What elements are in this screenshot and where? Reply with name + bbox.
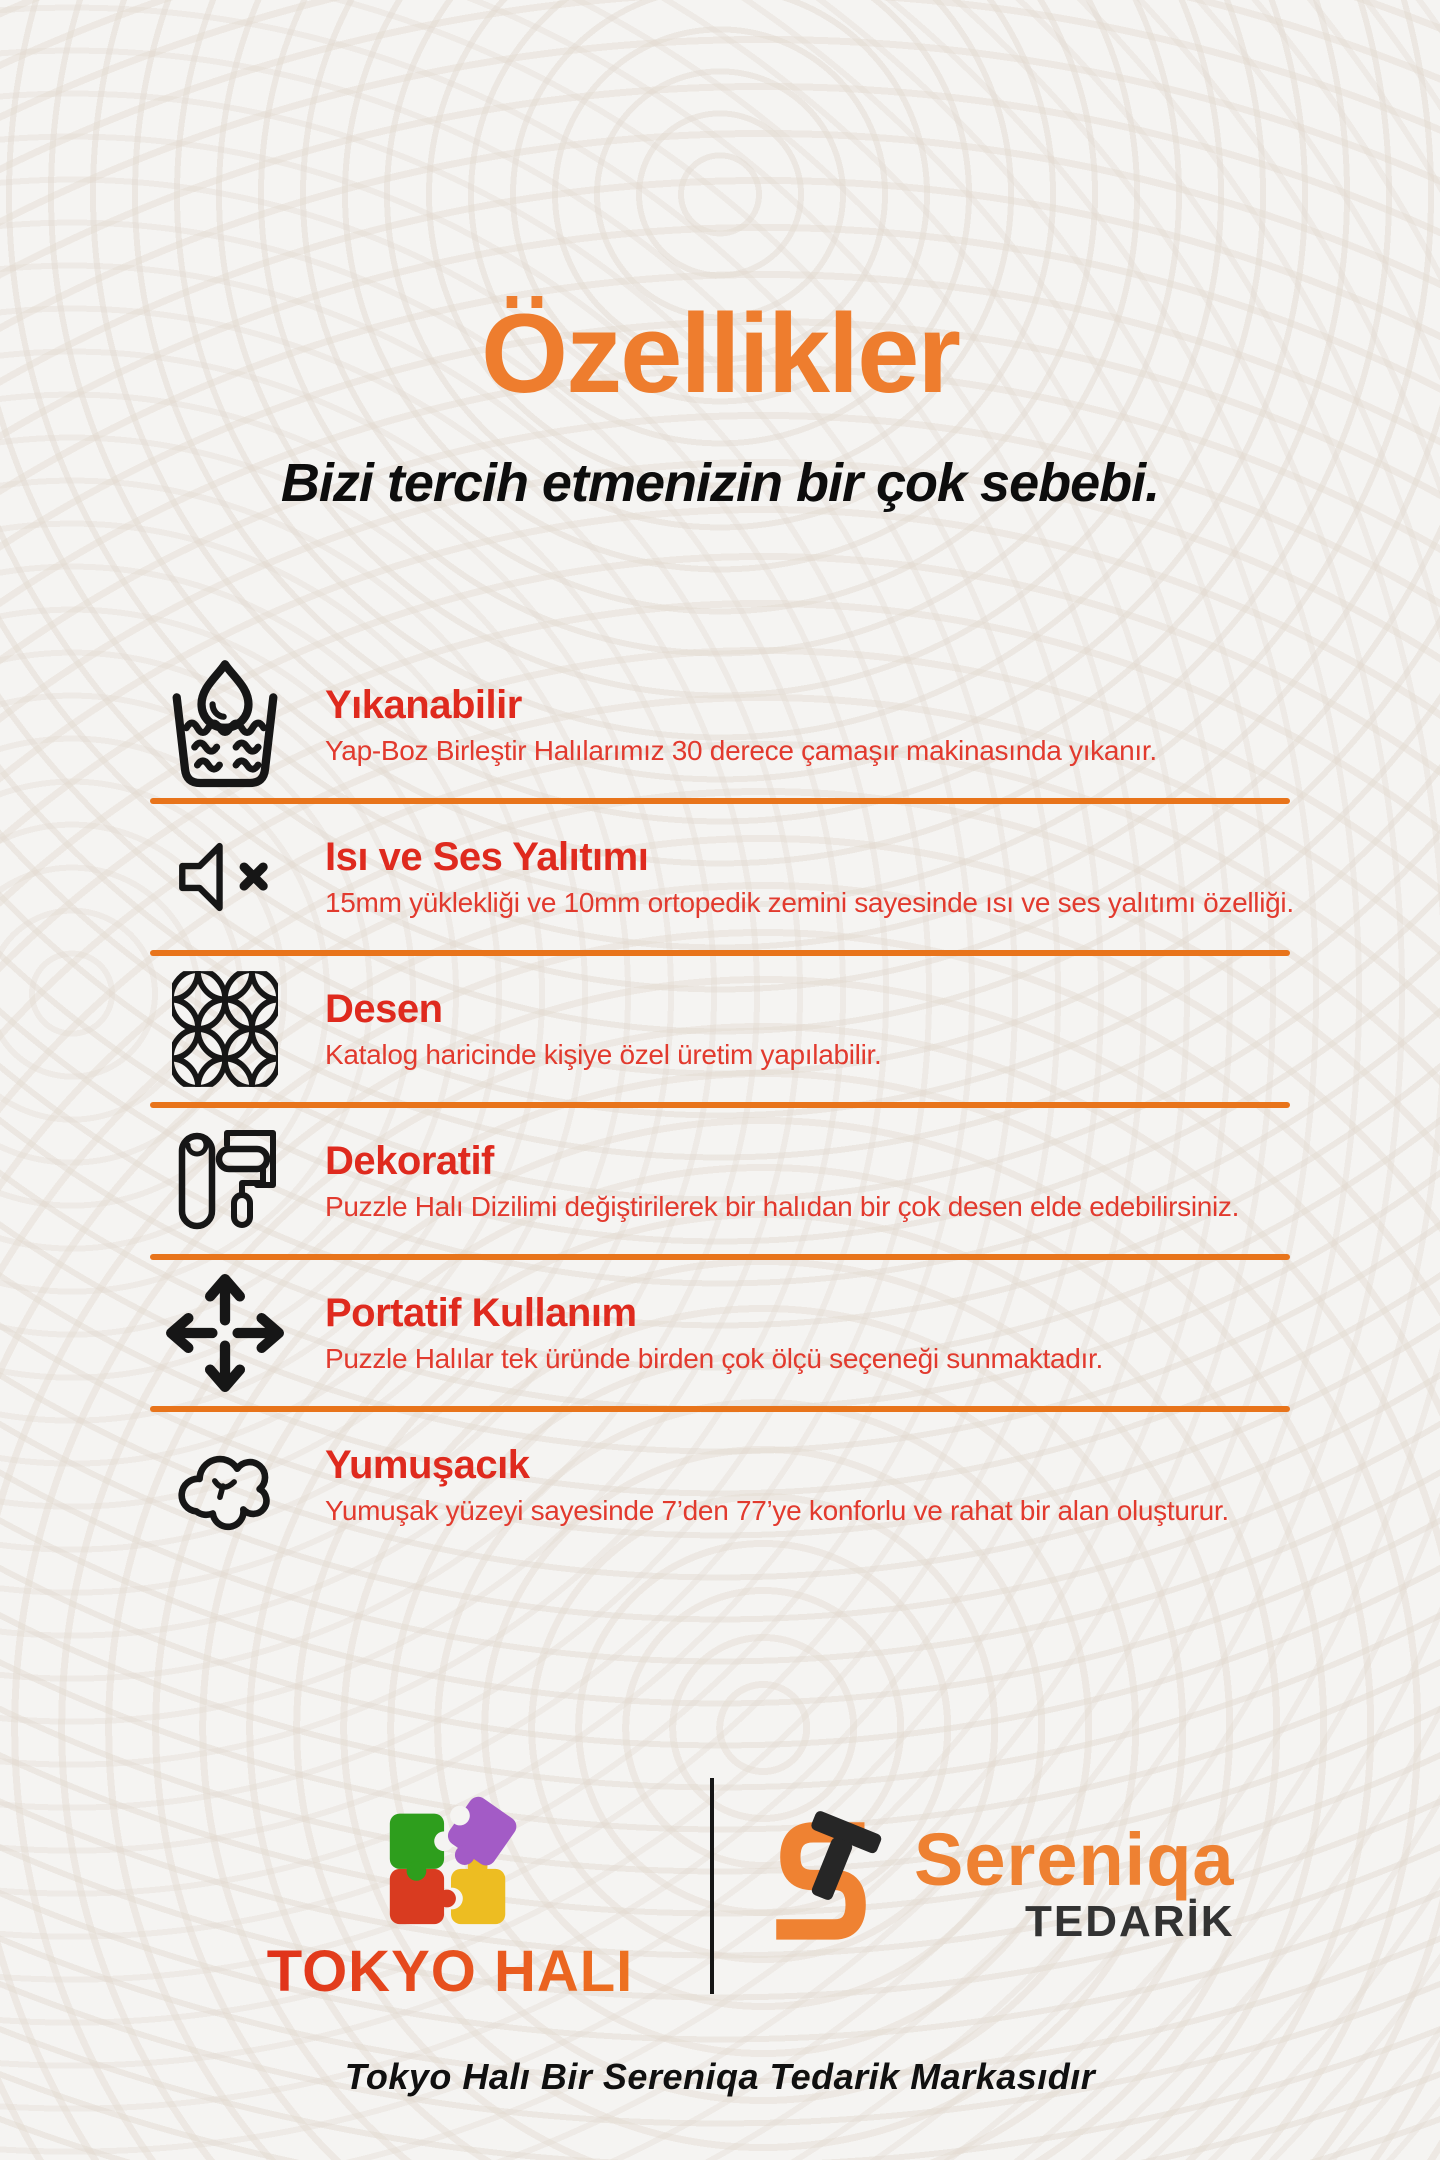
feature-title: Portatif Kullanım (325, 1291, 637, 1335)
tokyo-hali-wordmark: TOKYO HALI (190, 1938, 710, 2005)
feature-title: Isı ve Ses Yalıtımı (325, 835, 649, 879)
sereniqa-wordmark: Sereniqa (914, 1818, 1235, 1902)
move-arrows-icon (150, 1270, 300, 1396)
mute-speaker-icon (150, 841, 300, 913)
feature-description: Yap-Boz Birleştir Halılarımız 30 derece çamaşır makinasında yıkanır. (325, 735, 1157, 766)
feature-title: Yıkanabilir (325, 683, 522, 727)
page-subtitle: Bizi tercih etmenizin bir çok sebebi. (280, 453, 1160, 513)
tokyo-hali-brand (190, 1788, 710, 2005)
circle-pattern-icon (150, 970, 300, 1088)
feature-description: Katalog haricinde kişiye özel üretim yapılabilir. (325, 1039, 882, 1070)
feature-row-pattern (150, 956, 1290, 1102)
feature-row-washable (150, 652, 1290, 798)
tedarik-wordmark: TEDARİK (1025, 1896, 1235, 1946)
puzzle-pieces-logo (375, 1788, 525, 1936)
feature-description: Yumuşak yüzeyi sayesinde 7’den 77’ye konforlu ve rahat bir alan oluşturur. (325, 1495, 1229, 1526)
feature-row-insulation (150, 804, 1294, 950)
feature-title: Desen (325, 987, 443, 1031)
feature-description: Puzzle Halılar tek üründe birden çok ölçü seçeneği sunmaktadır. (325, 1343, 1103, 1374)
footer-tagline: Tokyo Halı Bir Sereniqa Tedarik Markasıdır (344, 2056, 1096, 2097)
page-title: Özellikler (480, 291, 960, 416)
st-monogram-logo (748, 1800, 898, 1968)
feature-title: Dekoratif (325, 1139, 494, 1183)
paint-roller-icon (150, 1125, 300, 1237)
cotton-icon (150, 1438, 300, 1532)
feature-row-soft (150, 1412, 1290, 1558)
feature-description: Puzzle Halı Dizilimi değiştirilerek bir halıdan bir çok desen elde edebilirsiniz. (325, 1191, 1240, 1222)
sereniqa-brand (748, 1800, 1235, 1968)
feature-row-decorative (150, 1108, 1290, 1254)
washable-icon (150, 656, 300, 794)
footer-divider (710, 1778, 714, 1994)
feature-description: 15mm yüklekliği ve 10mm ortopedik zemini sayesinde ısı ve ses yalıtımı özelliği. (325, 887, 1294, 918)
feature-list (150, 652, 1294, 1558)
feature-row-portable (150, 1260, 1290, 1406)
feature-title: Yumuşacık (325, 1443, 530, 1487)
